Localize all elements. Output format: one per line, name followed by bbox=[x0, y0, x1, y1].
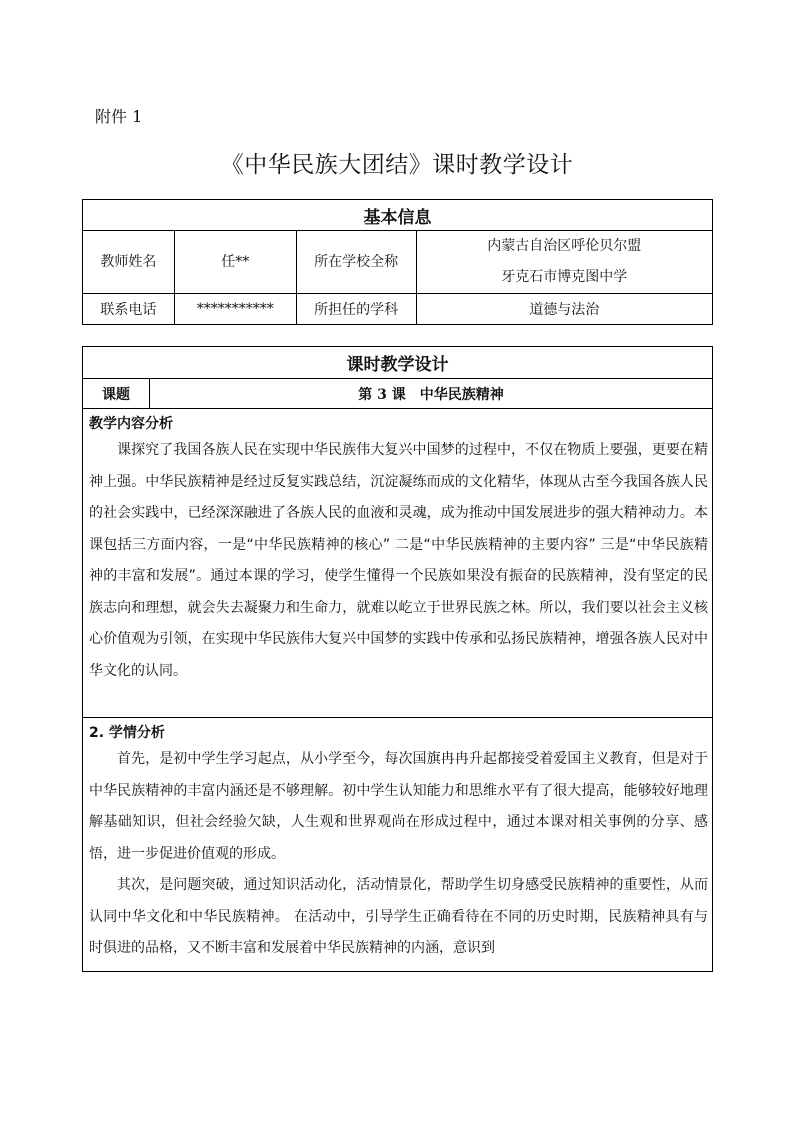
teacher-name-label: 教师姓名 bbox=[83, 231, 175, 294]
subject-label: 所担任的学科 bbox=[296, 294, 416, 325]
lesson-design-header: 课时教学设计 bbox=[83, 347, 713, 379]
document-title: 《中华民族大团结》课时教学设计 bbox=[220, 152, 574, 178]
learning-analysis-section bbox=[83, 718, 713, 972]
basic-info-table bbox=[82, 199, 713, 325]
content-analysis-section bbox=[83, 409, 713, 718]
phone-value: *********** bbox=[174, 294, 296, 325]
content-analysis-paragraph: 课探究了我国各族人民在实现中华民族伟大复兴中国梦的过程中，不仅在物质上要强，更要在精神上强。中华民族精神是经过反复实践总结，沉淀凝练而成的文化精华，体现从古至今我国各族人民的社会实践中，已经深深融进了各族人民的血液和灵魂，成为推动中国发展进步的强大精神动力。本课包括三方面内容，一是“中华民族精神的核心” 二是“中华民族精神的主要内容” 三是“中华民族精神的丰富和发展”。通过本课的学习，使学生懂得一个民族如果没有振奋的民族精神，没有坚定的民族志向和理想，就会失去凝聚力和生命力，就难以屹立于世界民族之林。所以，我们要以社会主义核心价值观为引领，在实现中华民族伟大复兴中国梦的实践中传承和弘扬民族精神，增强各族人民对中华文化的认同。 bbox=[89, 442, 708, 679]
school-line-2: 牙克石市博克图中学 bbox=[501, 269, 628, 285]
learning-analysis-title: 2. 学情分析 bbox=[89, 725, 165, 741]
phone-label: 联系电话 bbox=[83, 294, 175, 325]
teacher-name-value: 任** bbox=[174, 231, 296, 294]
basic-info-header: 基本信息 bbox=[83, 200, 713, 231]
school-label: 所在学校全称 bbox=[296, 231, 416, 294]
learning-analysis-paragraph-1: 首先，是初中学生学习起点，从小学至今，每次国旗冉冉升起都接受着爱国主义教育，但是对于中华民族精神的丰富内涵还是不够理解。初中学生认知能力和思维水平有了很大提高，能够较好地理解基础知识，但社会经验欠缺，人生观和世界观尚在形成过程中，通过本课对相关事例的分享、感悟，进一步促进价值观的形成。 bbox=[89, 751, 708, 862]
subject-value: 道德与法治 bbox=[416, 294, 712, 325]
learning-analysis-paragraph-2: 其次，是问题突破，通过知识活动化，活动情景化，帮助学生切身感受民族精神的重要性，从而认同中华文化和中华民族精神。 在活动中，引导学生正确看待在不同的历史时期，民族精神具有与时俱进的品格，又不断丰富和发展着中华民族精神的内涵，意识到 bbox=[89, 877, 708, 956]
topic-value: 第 3 课 中华民族精神 bbox=[149, 379, 712, 409]
content-analysis-title: 教学内容分析 bbox=[89, 416, 173, 432]
school-line-1: 内蒙古自治区呼伦贝尔盟 bbox=[487, 238, 642, 254]
topic-label: 课题 bbox=[83, 379, 150, 409]
lesson-design-table bbox=[82, 346, 713, 972]
attachment-label: 附件 1 bbox=[95, 107, 143, 126]
school-value bbox=[416, 231, 712, 294]
